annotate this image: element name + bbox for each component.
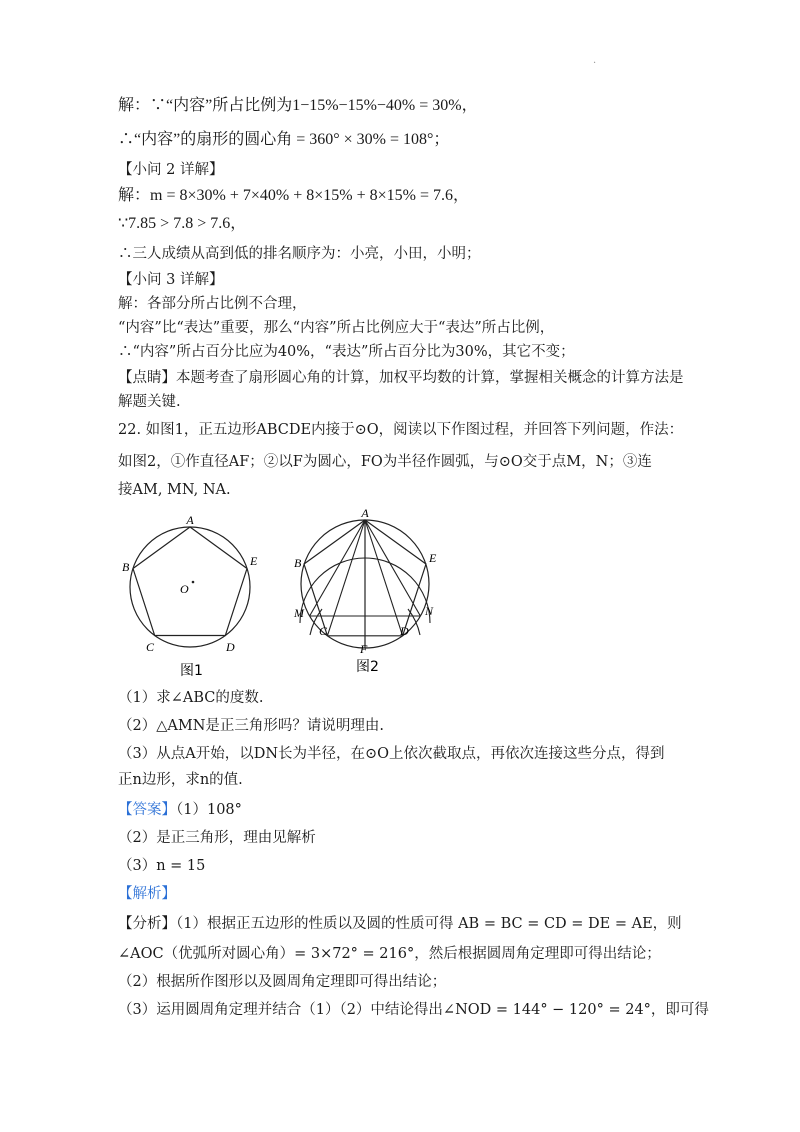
problem-22-line-3: 接AM, MN, NA. bbox=[118, 482, 231, 498]
page-mark: · bbox=[593, 58, 597, 69]
fig1-label-c: C bbox=[146, 640, 155, 654]
answer-line-2: （2）是正三角形，理由见解析 bbox=[118, 830, 316, 846]
text-line-10: ∴“内容”所占百分比应为40%，“表达”所占百分比为30%，其它不变； bbox=[118, 344, 575, 360]
fig1-label-o: O bbox=[180, 582, 189, 596]
fig2-label-m: M bbox=[294, 606, 304, 620]
fig1-caption: 图1 bbox=[180, 663, 203, 679]
fig2-label-a: A bbox=[361, 506, 369, 520]
fig1-label-e: E bbox=[250, 554, 258, 568]
text-line-9: “内容”比“表达”重要，那么“内容”所占比例应大于“表达”所占比例， bbox=[118, 320, 555, 336]
analysis-line-2: ∠AOC（优弧所对圆心角）= 3×72° = 216°，然后根据圆周角定理即可得出结论； bbox=[118, 946, 661, 962]
answer-line-1 bbox=[118, 800, 688, 820]
text-line-5: ∵7.85 > 7.8 > 7.6， bbox=[118, 215, 247, 232]
figure-2 bbox=[290, 505, 450, 680]
problem-22-line-2: 如图2，①作直径AF；②以F为圆心，FO为半径作圆弧，与⊙O交于点M，N；③连 bbox=[118, 454, 652, 470]
analysis-line-4: （3）运用圆周角定理并结合（1）（2）中结论得出∠NOD = 144° − 120° = 24°，即可得 bbox=[118, 1002, 709, 1018]
fig2-label-c: C bbox=[319, 624, 328, 638]
answer-item-1: （1）108° bbox=[176, 802, 242, 818]
section-heading-3: 【小问 3 详解】 bbox=[118, 272, 224, 288]
fig2-label-d: D bbox=[400, 624, 409, 638]
analysis-line-1: 【分析】（1）根据正五边形的性质以及圆的性质可得 AB = BC = CD = DE = AE，则 bbox=[118, 916, 682, 932]
question-3-line-2: 正n边形，求n的值. bbox=[118, 772, 243, 788]
question-2: （2）△AMN是正三角形吗？请说明理由. bbox=[118, 718, 384, 734]
analysis-line-3: （2）根据所作图形以及圆周角定理即可得出结论； bbox=[118, 974, 447, 990]
problem-22-line-1: 22. 如图1，正五边形ABCDE内接于⊙O，阅读以下作图过程，并回答下列问题，作法： bbox=[118, 422, 684, 438]
text-line-1: 解：∵“内容”所占比例为1−15%−15%−40% = 30%， bbox=[118, 97, 478, 114]
fig1-label-d: D bbox=[226, 640, 235, 654]
text-line-4: 解：m = 8×30% + 7×40% + 8×15% + 8×15% = 7.6， bbox=[118, 187, 469, 204]
fig2-label-b: B bbox=[294, 556, 302, 570]
text-line-12: 解题关键. bbox=[118, 394, 181, 410]
figure-1 bbox=[118, 505, 278, 680]
question-1: （1）求∠ABC的度数. bbox=[118, 690, 264, 706]
section-heading-2: 【小问 2 详解】 bbox=[118, 162, 224, 178]
fig1-label-a: A bbox=[186, 513, 194, 527]
answer-tag: 【答案】 bbox=[118, 802, 176, 818]
text-line-11: 【点睛】本题考查了扇形圆心角的计算，加权平均数的计算，掌握相关概念的计算方法是 bbox=[118, 370, 684, 386]
question-3-line-1: （3）从点A开始，以DN长为半径，在⊙O上依次截取点，再依次连接这些分点，得到 bbox=[118, 746, 665, 762]
fig2-label-f: F bbox=[360, 642, 368, 656]
fig1-label-b: B bbox=[122, 560, 130, 574]
answer-line-3: （3）n = 15 bbox=[118, 858, 206, 874]
analysis-tag: 【解析】 bbox=[118, 886, 176, 902]
text-line-8: 解：各部分所占比例不合理， bbox=[118, 296, 307, 312]
fig2-caption: 图2 bbox=[356, 659, 379, 675]
fig2-label-e: E bbox=[429, 551, 437, 565]
text-line-6: ∴三人成绩从高到低的排名顺序为：小亮，小田，小明； bbox=[118, 246, 481, 262]
text-line-2: ∴“内容”的扇形的圆心角 = 360° × 30% = 108°； bbox=[118, 131, 450, 148]
fig2-label-n: N bbox=[425, 604, 434, 618]
